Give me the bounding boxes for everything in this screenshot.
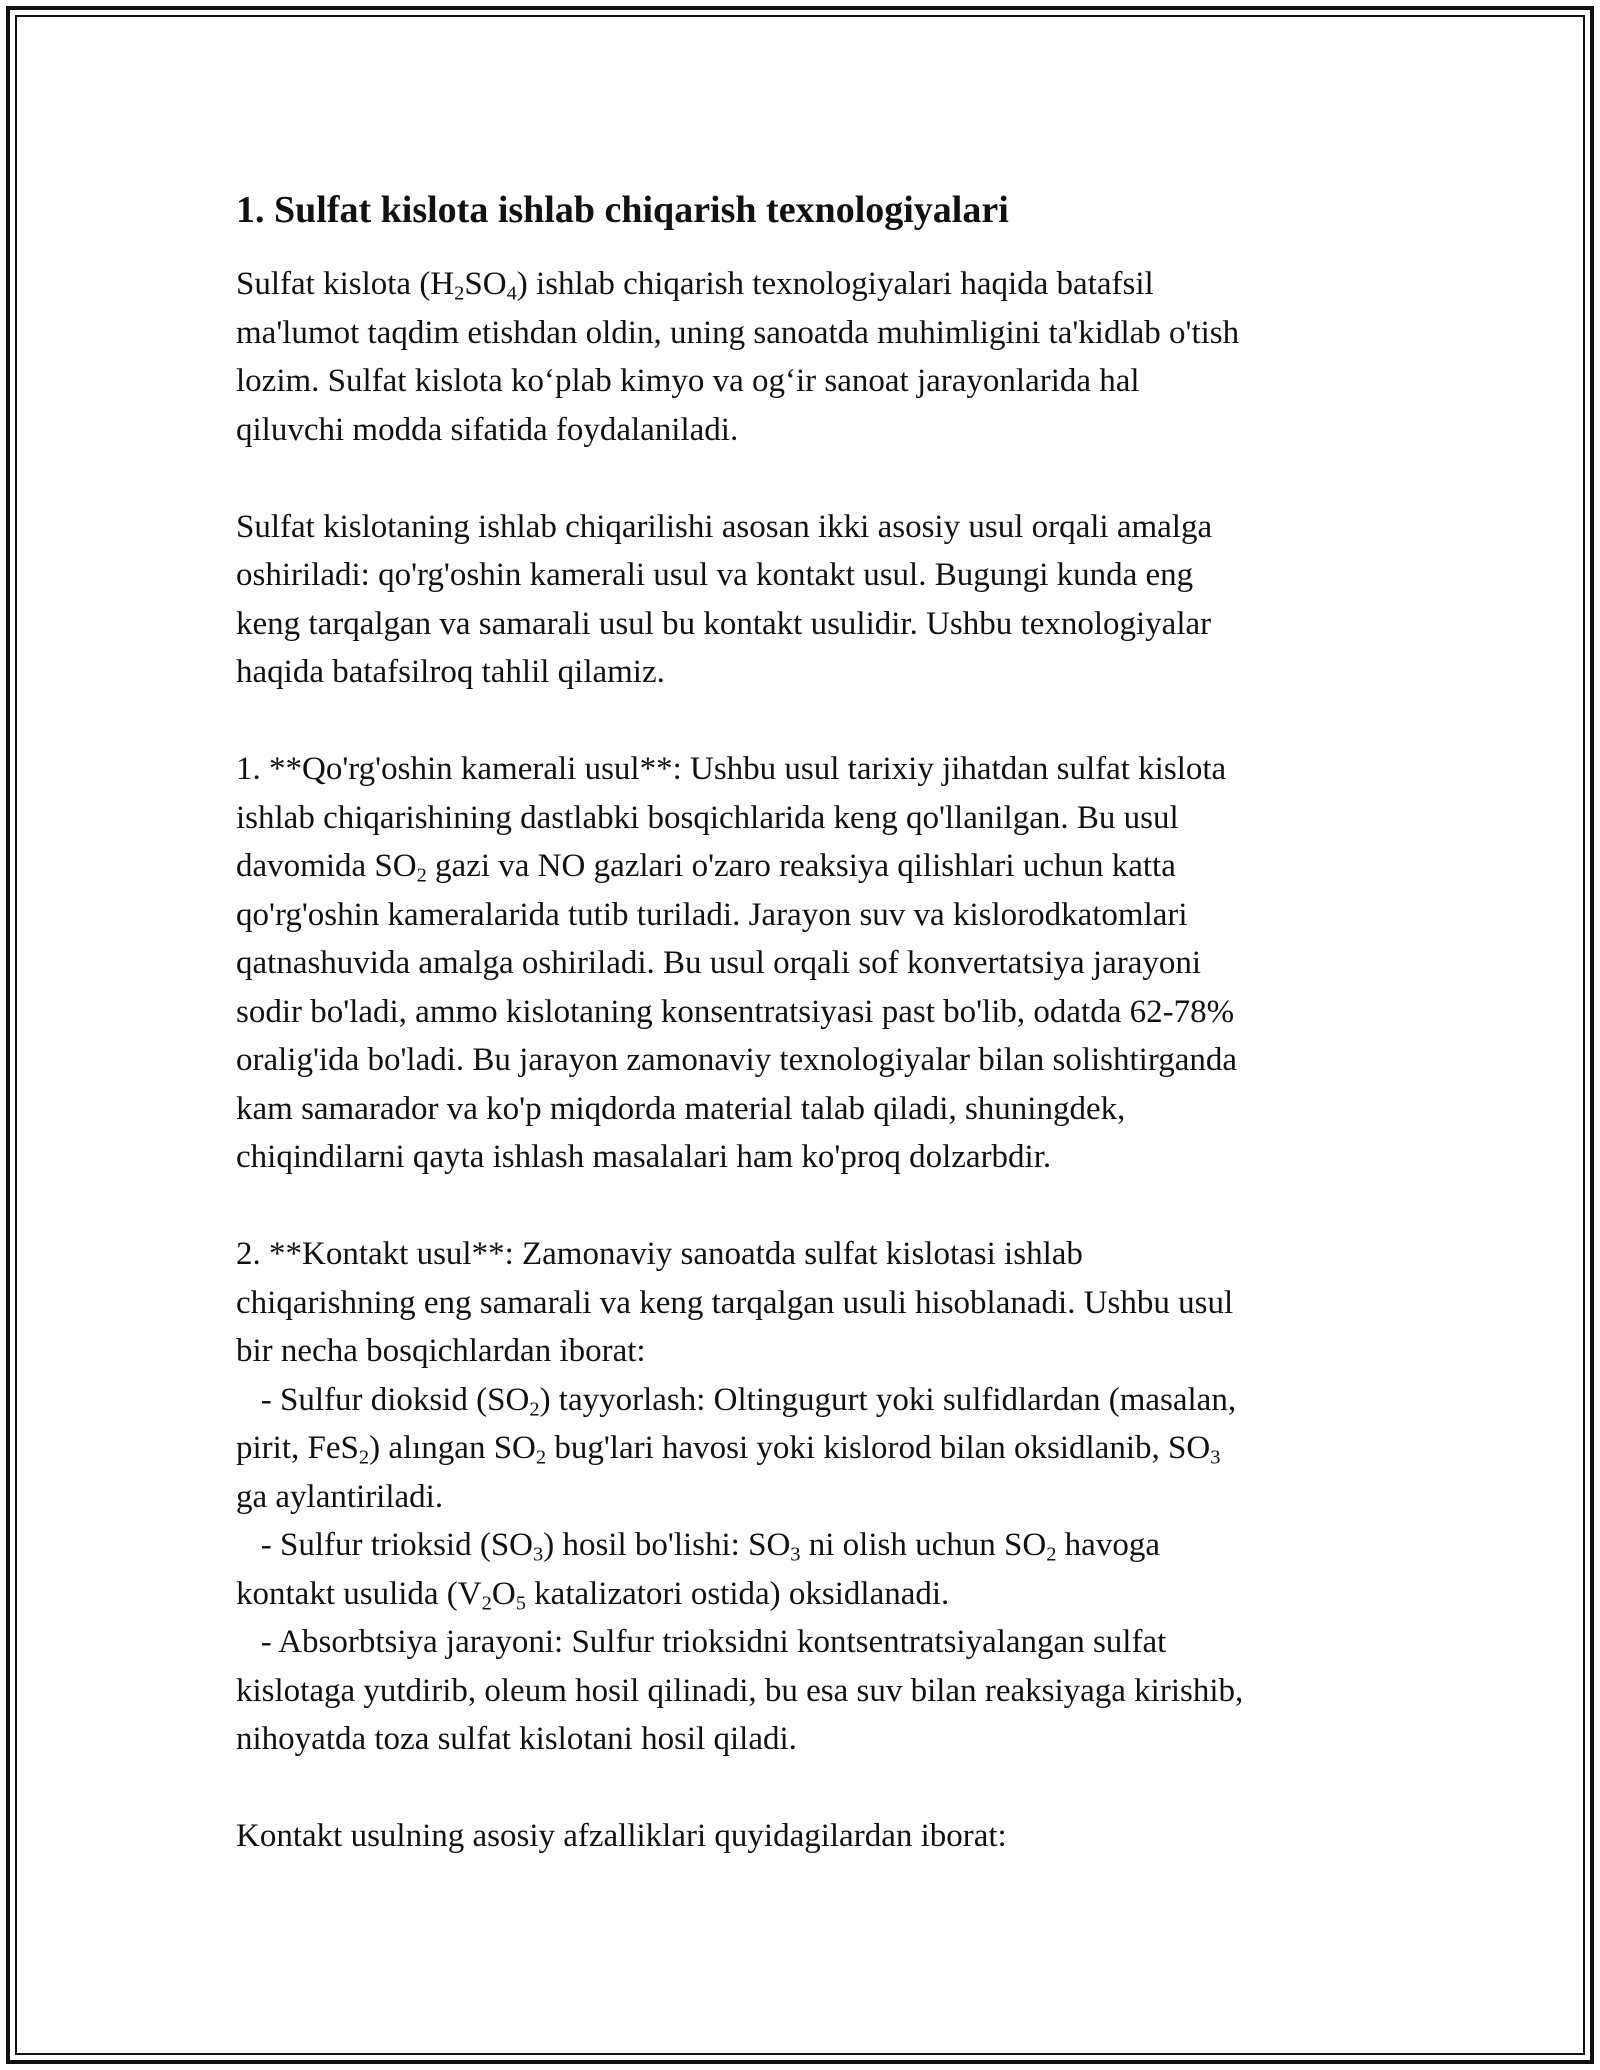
subscript: 5 [515,1592,526,1615]
text-line: - Sulfur dioksid $(SO_2)$ tayyorlash: Oltingugurt yoki sulfidlardan (masalan, [236,1381,1237,1421]
text-line: ishlab chiqarishining dastlabki bosqichlarida keng qo'llanilgan. Bu usul [236,799,1179,836]
subscript: 2 [454,282,465,305]
subscript: 3 [1210,1446,1221,1469]
subscript: 2 [481,1592,492,1615]
subscript: 3 [533,1543,544,1566]
text-line: kislotaga yutdirib, oleum hosil qilinadi, bu esa suv bilan reaksiyaga kirishib, [236,1672,1244,1709]
text-line: oshiriladi: qo'rg'oshin kamerali usul va kontakt usul. Bugungi kunda eng [236,557,1194,593]
text-line: ma'lumot taqdim etishdan oldin, uning sanoatda muhimligini ta'kidlab o'tish [236,314,1240,351]
text-line: 1. **Qo'rg'oshin kamerali usul**: Ushbu usul tarixiy jihatdan sulfat kislota [236,751,1227,787]
text-line: sodir bo'ladi, ammo kislotaning konsentratsiyasi past bo'lib, odatda 62-78% [236,993,1235,1030]
text-line: bir necha bosqichlardan iborat: [236,1333,646,1369]
intro-paragraph [236,260,1364,454]
text-line: nihoyatda toza sulfat kislotani hosil qiladi. [236,1721,797,1757]
text-line: pirit, FeS$_2$) alıngan $SO_2$ bug'lari havosi yoki kislorod bilan oksidlanib, $SO_3$ [236,1430,1221,1469]
text-line: Sulfat kislotaning ishlab chiqarilishi asosan ikki asosiy usul orqali amalga [236,508,1213,545]
text-line: - Absorbtsiya jarayoni: Sulfur trioksidni kontsentratsiyalangan sulfat [236,1624,1167,1660]
text-line: haqida batafsilroq tahlil qilamiz. [236,654,665,690]
subscript: 2 [535,1446,547,1469]
text-line: davomida $SO_2$ gazi va NO gazlari o'zaro reaksiya qilishlari uchun katta [236,848,1176,887]
subscript: 2 [1046,1543,1057,1566]
text-line: qiluvchi modda sifatida foydalaniladi. [236,411,739,448]
text-line: lozim. Sulfat kislota ko‘plab kimyo va og‘ir sanoat jarayonlarida hal [236,363,1140,399]
text-line: chiqarishning eng samarali va keng tarqalgan usuli hisoblanadi. Ushbu usul [236,1284,1234,1321]
text-line: Sulfat kislota $(H_2SO_4)$ ishlab chiqarish texnologiyalari haqida batafsil [236,266,1154,305]
text-line: qo'rg'oshin kameralarida tutib turiladi. Jarayon suv va kislorodkatomlari [236,896,1188,933]
page-title: 1. Sulfat kislota ishlab chiqarish texnologiyalari [236,189,1009,231]
text-line: kam samarador va ko'p miqdorda material talab qiladi, shuningdek, [236,1090,1126,1127]
text-line: oralig'ida bo'ladi. Bu jarayon zamonaviy texnologiyalar bilan solishtirganda [236,1042,1238,1078]
text-line: 2. **Kontakt usul**: Zamonaviy sanoatda sulfat kislotasi ishlab [236,1236,1083,1272]
text-line: qatnashuvida amalga oshiriladi. Bu usul orqali sof konvertatsiya jarayoni [236,945,1202,981]
text-line: Kontakt usulning asosiy afzalliklari quyidagilardan iborat: [236,1818,1007,1854]
document-body [236,186,1364,1861]
subscript: 4 [506,282,517,305]
methods-overview-paragraph [236,503,1364,697]
text-line: kontakt usulida ($V_2O_5$ katalizatori ostida) oksidlanadi. [236,1575,950,1615]
text-line: chiqindilarni qayta ishlash masalalari ham ko'proq dolzarbdir. [236,1139,1052,1175]
lead-chamber-method-paragraph [236,745,1364,1182]
text-line: - Sulfur trioksid $(SO_3)$ hosil bo'lishi: $SO_3$ ni olish uchun $SO_2$ havoga [236,1527,1160,1566]
advantages-intro-paragraph [236,1812,1364,1861]
subscript: 2 [529,1398,540,1421]
subscript: 2 [416,864,427,887]
contact-method-paragraph [236,1230,1364,1764]
subscript: 3 [790,1543,801,1566]
text-line: ga aylantiriladi. [236,1478,444,1515]
text-line: keng tarqalgan va samarali usul bu kontakt usulidir. Ushbu texnologiyalar [236,605,1212,642]
subscript: 2 [358,1446,370,1469]
